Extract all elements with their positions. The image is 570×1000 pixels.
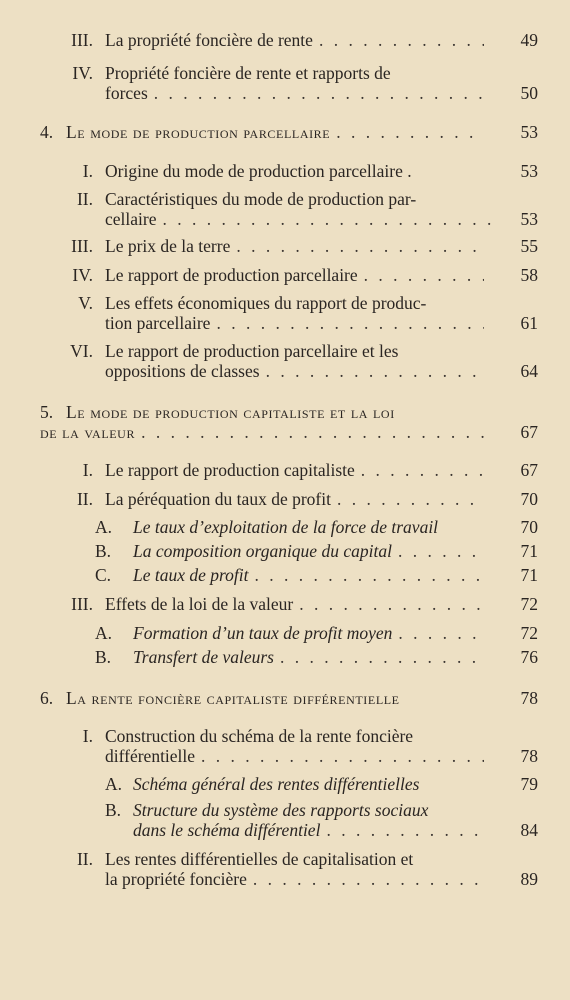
chapter-title: Le mode de production capitaliste et la loi xyxy=(66,402,395,422)
entry-title-continued: différentielle xyxy=(105,746,196,766)
entry-title: Le rapport de production capitaliste xyxy=(105,460,355,480)
entry-title: Formation d’un taux de profit moyen xyxy=(133,623,393,643)
entry-title-continued: dans le schéma différentiel xyxy=(133,820,321,840)
entry-title-continued: cellaire xyxy=(105,209,157,229)
entry-number: V. xyxy=(78,293,93,313)
page-number: 70 xyxy=(520,489,538,509)
entry-letter: B. xyxy=(105,800,122,820)
page-number: 50 xyxy=(520,83,538,103)
dot-leader xyxy=(319,30,484,50)
entry-title: Effets de la loi de la valeur xyxy=(105,594,294,614)
page-number: 64 xyxy=(520,361,538,381)
page-number: 71 xyxy=(520,565,538,585)
entry-title: Origine du mode de production parcellaire . xyxy=(105,161,412,181)
page-number: 72 xyxy=(520,623,538,643)
chapter-number: 5. xyxy=(40,402,54,422)
dot-leader xyxy=(255,565,484,585)
dot-leader xyxy=(201,746,484,766)
entry-title: Propriété foncière de rente et rapports de xyxy=(105,63,391,83)
entry-title-continued: forces xyxy=(105,83,148,103)
entry-letter: B. xyxy=(95,541,112,561)
page-number: 72 xyxy=(520,594,538,614)
entry-title: La propriété foncière de rente xyxy=(105,30,313,50)
page-number: 78 xyxy=(520,746,538,766)
dot-leader xyxy=(398,623,484,643)
entry-title: Le taux d’exploitation de la force de travail xyxy=(133,517,439,537)
entry-title-continued: tion parcellaire xyxy=(105,313,211,333)
entry-title: Le rapport de production parcellaire et les xyxy=(105,341,399,361)
entry-title: Les rentes différentielles de capitalisation et xyxy=(105,849,414,869)
entry-number: III. xyxy=(71,236,93,256)
page-number: 70 xyxy=(520,517,538,537)
entry-title: Le prix de la terre xyxy=(105,236,231,256)
page-number: 49 xyxy=(520,30,538,50)
entry-number: I. xyxy=(82,726,93,746)
dot-leader xyxy=(266,361,484,381)
entry-title: La composition organique du capital xyxy=(133,541,392,561)
entry-number: III. xyxy=(71,30,93,50)
dot-leader xyxy=(141,422,484,442)
dot-leader xyxy=(361,460,484,480)
entry-title: Schéma général des rentes différentielles xyxy=(133,774,420,794)
chapter-title-continued: de la valeur xyxy=(40,422,136,442)
entry-number: VI. xyxy=(70,341,93,361)
entry-number: I. xyxy=(82,460,93,480)
page-number: 53 xyxy=(520,122,538,142)
entry-title: La péréquation du taux de profit xyxy=(105,489,331,509)
page-number: 67 xyxy=(520,422,538,442)
dot-leader xyxy=(253,869,484,889)
entry-number: II. xyxy=(76,189,93,209)
entry-title: Les effets économiques du rapport de produc- xyxy=(105,293,427,313)
entry-number: IV. xyxy=(72,265,93,285)
dot-leader xyxy=(336,122,484,142)
entry-letter: A. xyxy=(95,517,113,537)
page-number: 61 xyxy=(520,313,538,333)
page-number: 55 xyxy=(520,236,538,256)
page-number: 67 xyxy=(520,460,538,480)
dot-leader xyxy=(337,489,484,509)
entry-letter: A. xyxy=(95,623,113,643)
entry-title-continued: la propriété foncière xyxy=(105,869,247,889)
chapter-title: Le mode de production parcellaire xyxy=(66,122,331,142)
page-number: 53 xyxy=(520,161,538,181)
entry-number: I. xyxy=(82,161,93,181)
dot-leader xyxy=(154,83,484,103)
entry-title: Le taux de profit xyxy=(133,565,249,585)
chapter-number: 4. xyxy=(40,122,54,142)
entry-title: Caractéristiques du mode de production par- xyxy=(105,189,417,209)
page-number: 78 xyxy=(520,688,538,708)
page-number: 76 xyxy=(520,647,538,667)
dot-leader xyxy=(398,541,484,561)
dot-leader xyxy=(326,820,484,840)
dot-leader xyxy=(216,313,484,333)
entry-title: Le rapport de production parcellaire xyxy=(105,265,358,285)
dot-leader xyxy=(364,265,484,285)
page-number: 89 xyxy=(520,869,538,889)
page-number: 58 xyxy=(520,265,538,285)
entry-number: IV. xyxy=(72,63,93,83)
page-number: 53 xyxy=(520,209,538,229)
entry-letter: A. xyxy=(105,774,123,794)
chapter-number: 6. xyxy=(40,688,54,708)
entry-number: III. xyxy=(71,594,93,614)
dot-leader xyxy=(236,236,484,256)
entry-title: Structure du système des rapports sociaux xyxy=(133,800,429,820)
page-number: 84 xyxy=(520,820,538,840)
entry-title: Transfert de valeurs xyxy=(133,647,274,667)
page-number: 79 xyxy=(520,774,538,794)
page-number: 71 xyxy=(520,541,538,561)
entry-title-continued: oppositions de classes xyxy=(105,361,260,381)
chapter-title: La rente foncière capitaliste différentielle xyxy=(66,688,400,708)
dot-leader xyxy=(162,209,494,229)
entry-letter: C. xyxy=(95,565,112,585)
entry-title: Construction du schéma de la rente foncière xyxy=(105,726,414,746)
dot-leader xyxy=(280,647,484,667)
entry-number: II. xyxy=(76,849,93,869)
entry-letter: B. xyxy=(95,647,112,667)
entry-number: II. xyxy=(76,489,93,509)
dot-leader xyxy=(299,594,484,614)
